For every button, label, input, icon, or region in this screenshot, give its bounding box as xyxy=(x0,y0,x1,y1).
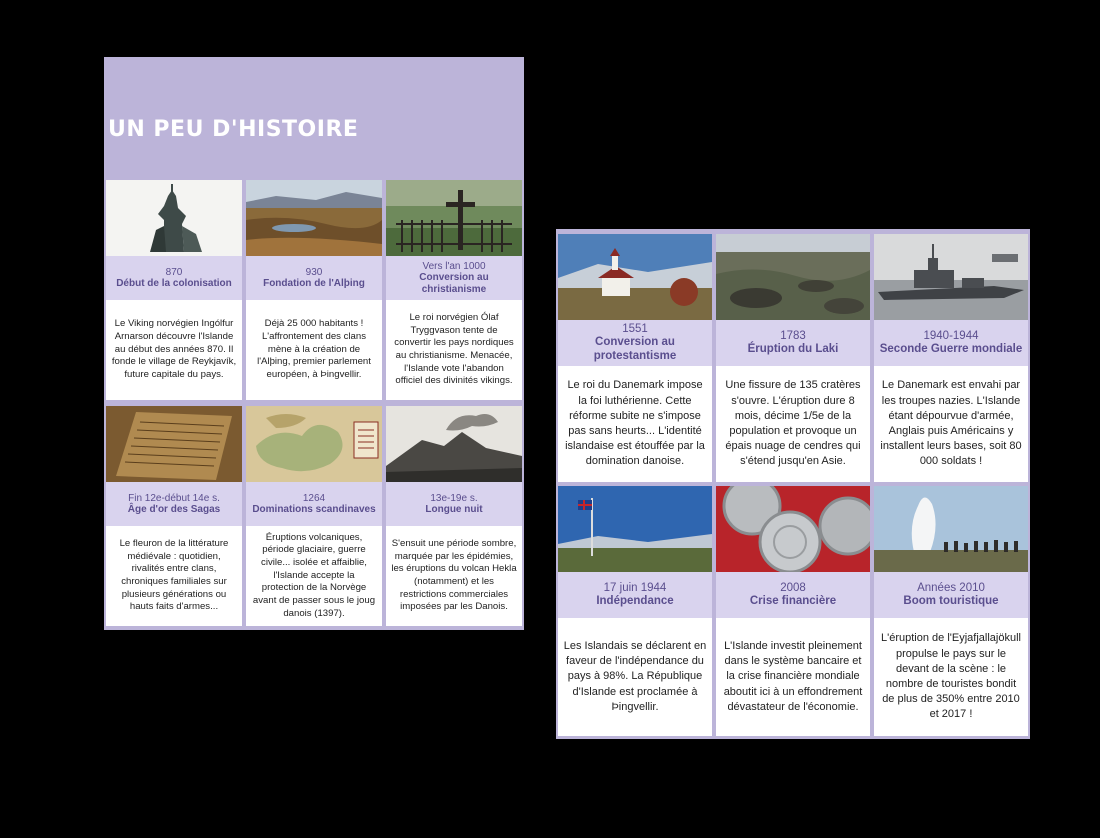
timeline-card-1551 xyxy=(558,234,712,482)
card-title: Début de la colonisation xyxy=(116,278,232,289)
card-title: Crise financière xyxy=(749,595,837,607)
card-text: Éruptions volcaniques, période glaciaire, guerre civile... isolée et affaiblie, l'Islande accepte la protection de la Norvège avant de passer sous le joug danois (1397). xyxy=(252,531,376,619)
church-photo xyxy=(558,234,712,320)
laki-craters-photo xyxy=(716,234,870,320)
card-year: 13e-19e s. xyxy=(430,492,478,504)
card-header xyxy=(558,320,712,366)
card-text: Le fleuron de la littérature médiévale : quotidien, rivalités entre clans, chroniques familiales sur plusieurs générations ou hauts faits d'armes... xyxy=(119,538,229,613)
card-text: Déjà 25 000 habitants ! L'affrontement des clans mène à la création de l'Alþing, premier parlement européen, à Þingvellir. xyxy=(257,318,371,380)
timeline-card-2010 xyxy=(874,486,1028,736)
card-year: 2008 xyxy=(780,581,806,594)
history-page-right xyxy=(556,229,1030,739)
timeline-grid-left xyxy=(106,180,522,626)
card-text: Le roi norvégien Ólaf Tryggvason tente de convertir les pays nordiques au christianisme. Menacée, l'Islande vote l'abandon officiel des divinités vikings. xyxy=(394,312,514,387)
card-header xyxy=(716,572,870,618)
card-year: Années 2010 xyxy=(917,581,985,594)
plain-landscape-photo xyxy=(246,180,382,256)
card-header xyxy=(106,482,242,526)
card-year: Vers l'an 1000 xyxy=(422,260,486,272)
card-text: Une fissure de 135 cratères s'ouvre. L'éruption dure 8 mois, décime 1/5e de la population et provoque un épais nuage de cendres qui s'étend jusqu'en Asie. xyxy=(725,379,861,468)
flag-photo xyxy=(558,486,712,572)
card-year: 1551 xyxy=(622,323,648,336)
viking-statue-photo xyxy=(106,180,242,256)
timeline-card-1264 xyxy=(246,406,382,626)
timeline-card-long-night xyxy=(386,406,522,626)
page-title: UN PEU D'HISTOIRE xyxy=(108,117,359,142)
geyser-photo xyxy=(874,486,1028,572)
card-title: Seconde Guerre mondiale xyxy=(879,343,1023,355)
card-text: Le Viking norvégien Ingólfur Arnarson découvre l'Islande au début des années 870. Il fonde le village de Reykjavík, future capitale du pays. xyxy=(111,318,237,380)
card-title: Dominations scandinaves xyxy=(252,504,376,515)
timeline-grid-right xyxy=(558,234,1028,736)
card-year: 1783 xyxy=(780,329,806,342)
timeline-card-1944 xyxy=(558,486,712,736)
card-year: 930 xyxy=(305,266,323,278)
timeline-card-2008 xyxy=(716,486,870,736)
card-text: L'Islande investit pleinement dans le système bancaire et la crise financière mondiale aboutit ici à un effondrement dévastateur de l'économie. xyxy=(723,640,863,713)
timeline-card-1940 xyxy=(874,234,1028,482)
coins-photo xyxy=(716,486,870,572)
timeline-card-1000 xyxy=(386,180,522,400)
card-year: 870 xyxy=(165,266,183,278)
history-page-left xyxy=(104,57,524,630)
card-text: Le roi du Danemark impose la foi luthérienne. Cette réforme subite ne s'impose pas sans heurts... L'identité islandaise est étouffée par la domination danoise. xyxy=(565,379,705,468)
manuscript-photo xyxy=(106,406,242,482)
card-text: Les Islandais se déclarent en faveur de l'indépendance du pays à 98%. La République d'Islande est proclamée à Þingvellir. xyxy=(563,640,707,713)
card-year: 1940-1944 xyxy=(923,329,979,342)
card-title: Longue nuit xyxy=(425,504,483,515)
old-map-photo xyxy=(246,406,382,482)
warship-photo xyxy=(874,234,1028,320)
card-header xyxy=(386,256,522,300)
card-header xyxy=(558,572,712,618)
card-year: 1264 xyxy=(302,492,326,504)
card-header xyxy=(386,482,522,526)
card-title: Boom touristique xyxy=(903,595,999,607)
timeline-card-1783 xyxy=(716,234,870,482)
card-text: S'ensuit une période sombre, marquée par les épidémies, les éruptions du volcan Hekla (notamment) et les restrictions commerciales imposées par les Danois. xyxy=(391,538,517,613)
card-title: Fondation de l'Alþing xyxy=(263,278,365,289)
iron-cross-photo xyxy=(386,180,522,256)
card-year: Fin 12e-début 14e s. xyxy=(128,492,220,504)
card-title: Âge d'or des Sagas xyxy=(127,504,221,515)
card-header xyxy=(716,320,870,366)
card-title: Conversion au christianisme xyxy=(419,272,489,295)
card-year: 17 juin 1944 xyxy=(603,581,667,594)
card-header xyxy=(874,572,1028,618)
card-header xyxy=(106,256,242,300)
card-header xyxy=(246,482,382,526)
volcano-engraving-photo xyxy=(386,406,522,482)
card-text: Le Danemark est envahi par les troupes nazies. L'Islande étant dépourvue d'armée, Anglais puis Américains y installent leurs bases, soit 80 000 soldats ! xyxy=(880,379,1022,468)
card-header xyxy=(246,256,382,300)
card-title: Indépendance xyxy=(596,595,674,607)
timeline-card-930 xyxy=(246,180,382,400)
card-title: Éruption du Laki xyxy=(747,343,839,355)
card-header xyxy=(874,320,1028,366)
timeline-card-870 xyxy=(106,180,242,400)
card-title: Conversion au protestantisme xyxy=(593,336,677,362)
timeline-card-sagas xyxy=(106,406,242,626)
card-text: L'éruption de l'Eyjafjallajökull propulse le pays sur le devant de la scène : le nombre de touristes bondit de plus de 350% entre 2010 et 2017 ! xyxy=(881,632,1021,721)
